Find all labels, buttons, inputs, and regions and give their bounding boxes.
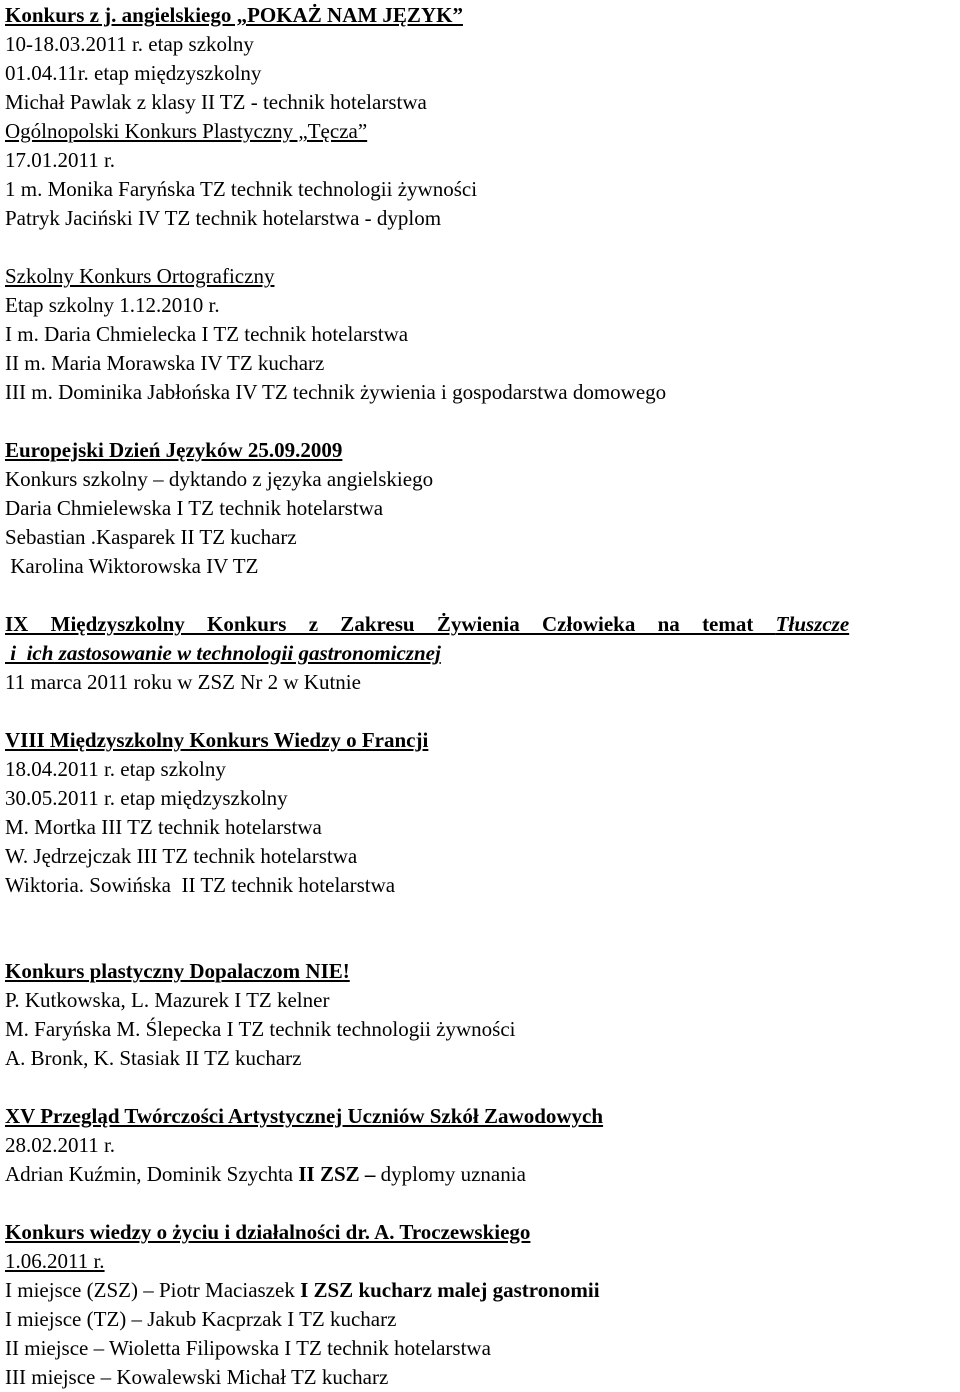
text-run: VIII Międzyszkolny Konkurs Wiedzy o Francji	[5, 728, 429, 752]
document-line	[5, 350, 324, 376]
document-line	[5, 524, 297, 550]
text-run: 1.06.2011 r.	[5, 1249, 105, 1273]
text-run: Ogólnopolski Konkurs Plastyczny „Tęcza”	[5, 119, 368, 143]
text-run: 28.02.2011 r.	[5, 1133, 116, 1157]
document-line	[5, 669, 361, 695]
document-line	[5, 321, 408, 347]
text-run: I miejsce (ZSZ) – Piotr Maciaszek	[5, 1278, 301, 1302]
document-line	[5, 1248, 105, 1274]
text-run: W. Jędrzejczak III TZ technik hotelarstwa	[5, 844, 358, 868]
document-line	[5, 263, 274, 289]
text-run: M. Mortka III TZ technik hotelarstwa	[5, 815, 322, 839]
text-run: Tłuszcze	[775, 612, 850, 636]
text-run: Michał Pawlak z klasy II TZ - technik hotelarstwa	[5, 90, 427, 114]
document-line	[5, 60, 261, 86]
document-line	[5, 785, 288, 811]
document-line	[5, 292, 220, 318]
document-line	[5, 1016, 516, 1042]
text-run: Daria Chmielewska I TZ technik hotelarstwa	[5, 496, 384, 520]
document-line	[5, 89, 427, 115]
text-run: 01.04.11r. etap międzyszkolny	[5, 61, 262, 85]
document-line	[5, 379, 666, 405]
document-line	[5, 756, 226, 782]
document-line	[5, 1219, 530, 1245]
document-line	[5, 1132, 115, 1158]
text-run: I ZSZ kucharz malej gastronomii	[300, 1278, 600, 1302]
text-run: II ZSZ	[298, 1162, 360, 1186]
document-line	[5, 495, 383, 521]
text-run: dyplomy uznania	[380, 1162, 526, 1186]
text-run: 11 marca 2011 roku w ZSZ Nr 2 w Kutnie	[5, 670, 361, 694]
text-run: Europejski Dzień Języków 25.09.2009	[5, 438, 343, 462]
document-line	[5, 437, 342, 463]
document-line	[5, 640, 441, 666]
text-run: 30.05.2011 r. etap międzyszkolny	[5, 786, 288, 810]
text-run: Adrian Kuźmin, Dominik Szychta	[5, 1162, 299, 1186]
text-run: 17.01.2011 r.	[5, 148, 116, 172]
text-run: Etap szkolny 1.12.2010 r.	[5, 293, 220, 317]
text-run: Konkurs plastyczny Dopalaczom NIE!	[5, 959, 350, 983]
text-run: i ich zastosowanie w technologii gastronomicznej	[5, 641, 441, 665]
text-run: I m. Daria Chmielecka I TZ technik hotelarstwa	[5, 322, 409, 346]
document-line	[5, 147, 115, 173]
document-line	[5, 727, 428, 753]
document-line	[5, 843, 357, 869]
text-run: II miejsce – Wioletta Filipowska I TZ technik hotelarstwa	[5, 1336, 491, 1360]
text-run: Szkolny Konkurs Ortograficzny	[5, 264, 275, 288]
document-line	[5, 1103, 603, 1129]
document-line	[5, 872, 395, 898]
document-line	[5, 466, 433, 492]
document-line	[5, 205, 441, 231]
text-run: Patryk Jaciński IV TZ technik hotelarstwa - dyplom	[5, 206, 442, 230]
document-line	[5, 611, 849, 637]
text-run: M. Faryńska M. Ślepecka I TZ technik technologii żywności	[5, 1017, 516, 1041]
text-run: Konkurs wiedzy o życiu i działalności dr. A. Troczewskiego	[5, 1220, 531, 1244]
document-line	[5, 31, 254, 57]
document-line	[5, 1306, 396, 1332]
document-line	[5, 1161, 526, 1187]
text-run: Karolina Wiktorowska IV TZ	[5, 554, 259, 578]
document-line	[5, 1045, 301, 1071]
document-line	[5, 553, 258, 579]
text-run: Sebastian .Kasparek II TZ kucharz	[5, 525, 297, 549]
document-line	[5, 2, 463, 28]
text-run: III miejsce – Kowalewski Michał TZ kucharz	[5, 1365, 389, 1389]
text-run: –	[359, 1162, 381, 1186]
text-run: III m. Dominika Jabłońska IV TZ technik żywienia i gospodarstwa domowego	[5, 380, 667, 404]
document-line	[5, 176, 477, 202]
text-run: Konkurs szkolny – dyktando z języka angielskiego	[5, 467, 434, 491]
document-line	[5, 118, 367, 144]
document-line	[5, 1364, 388, 1390]
text-run: 18.04.2011 r. etap szkolny	[5, 757, 226, 781]
text-run: P. Kutkowska, L. Mazurek I TZ kelner	[5, 988, 330, 1012]
text-run: Wiktoria. Sowińska II TZ technik hotelarstwa	[5, 873, 396, 897]
text-run: 10-18.03.2011 r. etap szkolny	[5, 32, 254, 56]
text-run: Konkurs z j. angielskiego „POKAŻ NAM JĘZYK”	[5, 3, 463, 27]
text-run: A. Bronk, K. Stasiak II TZ kucharz	[5, 1046, 302, 1070]
document-line	[5, 814, 322, 840]
document-line	[5, 1335, 491, 1361]
text-run: II m. Maria Morawska IV TZ kucharz	[5, 351, 325, 375]
document-line	[5, 958, 350, 984]
document-line	[5, 987, 329, 1013]
text-run: I miejsce (TZ) – Jakub Kacprzak I TZ kucharz	[5, 1307, 397, 1331]
text-run: 1 m. Monika Faryńska TZ technik technologii żywności	[5, 177, 478, 201]
text-run: IX Międzyszkolny Konkurs z Zakresu Żywienia Człowieka na temat	[5, 612, 776, 636]
document-line	[5, 1277, 600, 1303]
text-run: XV Przegląd Twórczości Artystycznej Uczniów Szkół Zawodowych	[5, 1104, 604, 1128]
